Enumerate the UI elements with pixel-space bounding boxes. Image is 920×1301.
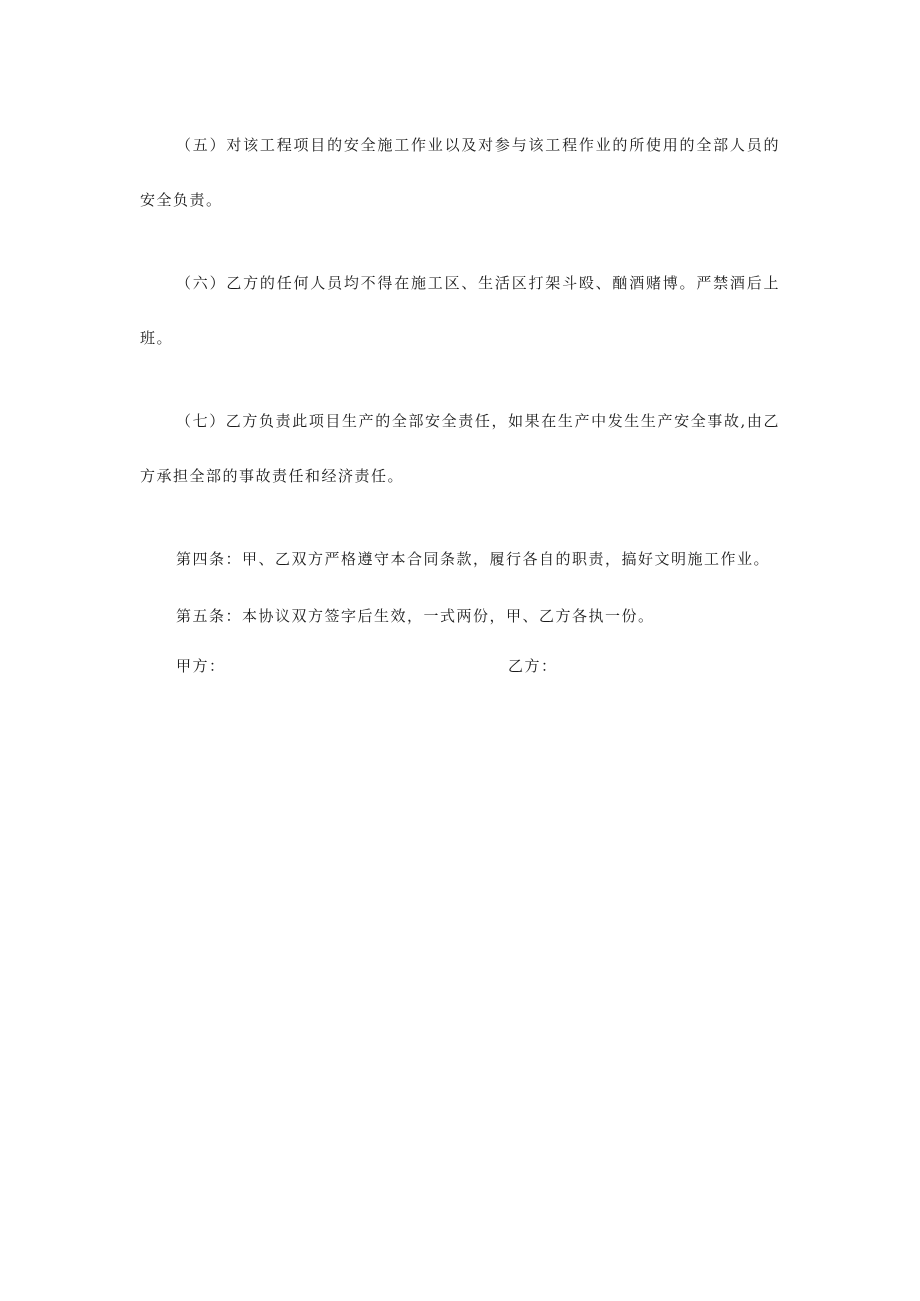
article-5-effectiveness: 第五条：本协议双方签字后生效，一式两份，甲、乙方各执一份。 — [176, 607, 655, 625]
party-b-signature-label: 乙方： — [508, 657, 558, 675]
clause-7-liability: （七）乙方负责此项目生产的全部安全责任，如果在生产中发生生产安全事故,由乙方承担全部的事故责任和经济责任。 — [140, 412, 780, 485]
signature-row — [140, 646, 780, 686]
clause-5-safety-responsibility: （五）对该工程项目的安全施工作业以及对参与该工程作业的所使用的全部人员的安全负责。 — [140, 136, 780, 209]
party-a-signature-label: 甲方： — [176, 657, 226, 675]
document-body — [140, 118, 780, 686]
clause-6-conduct-rules: （六）乙方的任何人员均不得在施工区、生活区打架斗殴、酗酒赌博。严禁酒后上班。 — [140, 274, 780, 347]
article-4-compliance: 第四条：甲、乙双方严格遵守本合同条款，履行各自的职责，搞好文明施工作业。 — [176, 550, 771, 568]
